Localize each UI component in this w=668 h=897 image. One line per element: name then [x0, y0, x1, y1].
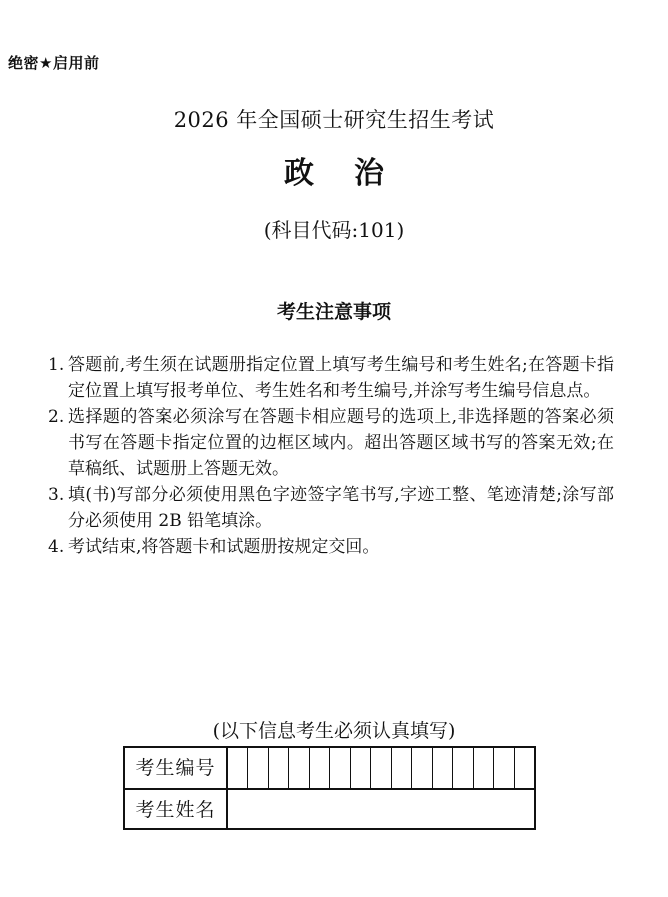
candidate-number-digit-cell[interactable] [494, 748, 514, 788]
candidate-number-digit-cell[interactable] [351, 748, 371, 788]
candidate-number-digit-cell[interactable] [392, 748, 412, 788]
candidate-number-digit-cell[interactable] [474, 748, 494, 788]
notice-item [48, 482, 614, 534]
candidate-number-row [125, 748, 534, 790]
info-caption: (以下信息考生必须认真填写) [212, 720, 456, 742]
confidential-mark: 绝密★启用前 [8, 54, 100, 72]
notice-list [48, 352, 614, 560]
candidate-number-digit-cell[interactable] [248, 748, 268, 788]
notice-item-text: 考试结束,将答题卡和试题册按规定交回。 [68, 537, 380, 557]
exam-title: 2026 年全国硕士研究生招生考试 [173, 108, 495, 132]
notice-item-text: 答题前,考生须在试题册指定位置上填写考生编号和考生姓名;在答题卡指定位置上填写报考单位、考生姓名和考生编号,并涂写考生编号信息点。 [68, 355, 614, 401]
notice-item [48, 352, 614, 404]
candidate-number-digit-cell[interactable] [412, 748, 432, 788]
candidate-number-digit-cell[interactable] [453, 748, 473, 788]
candidate-number-digit-cell[interactable] [371, 748, 391, 788]
notice-heading: 考生注意事项 [276, 301, 391, 323]
candidate-number-digit-cell[interactable] [330, 748, 350, 788]
subject-title: 政治 [284, 156, 424, 191]
candidate-number-digit-cell[interactable] [310, 748, 330, 788]
notice-item-text: 选择题的答案必须涂写在答题卡相应题号的选项上,非选择题的答案必须书写在答题卡指定位置的边框区域内。超出答题区域书写的答案无效;在草稿纸、试题册上答题无效。 [68, 407, 614, 479]
notice-item-text: 填(书)写部分必须使用黑色字迹签字笔书写,字迹工整、笔迹清楚;涂写部分必须使用 2B 铅笔填涂。 [68, 485, 614, 531]
candidate-number-digit-cell[interactable] [228, 748, 248, 788]
notice-item [48, 404, 614, 482]
candidate-number-label: 考生编号 [125, 748, 228, 788]
notice-item-number: 1. [48, 355, 65, 375]
candidate-number-digit-cell[interactable] [269, 748, 289, 788]
notice-item-number: 4. [48, 537, 65, 557]
candidate-name-row [125, 790, 534, 830]
candidate-info-table [123, 746, 536, 830]
notice-item-number: 3. [48, 485, 65, 505]
subject-code: (科目代码:101) [263, 218, 405, 242]
candidate-name-field[interactable] [228, 790, 534, 830]
candidate-name-label: 考生姓名 [125, 790, 228, 830]
candidate-number-field[interactable] [228, 748, 534, 788]
notice-item [48, 534, 614, 560]
candidate-number-digit-cell[interactable] [515, 748, 534, 788]
notice-item-number: 2. [48, 407, 65, 427]
candidate-number-digit-cell[interactable] [289, 748, 309, 788]
candidate-number-digit-cell[interactable] [433, 748, 453, 788]
